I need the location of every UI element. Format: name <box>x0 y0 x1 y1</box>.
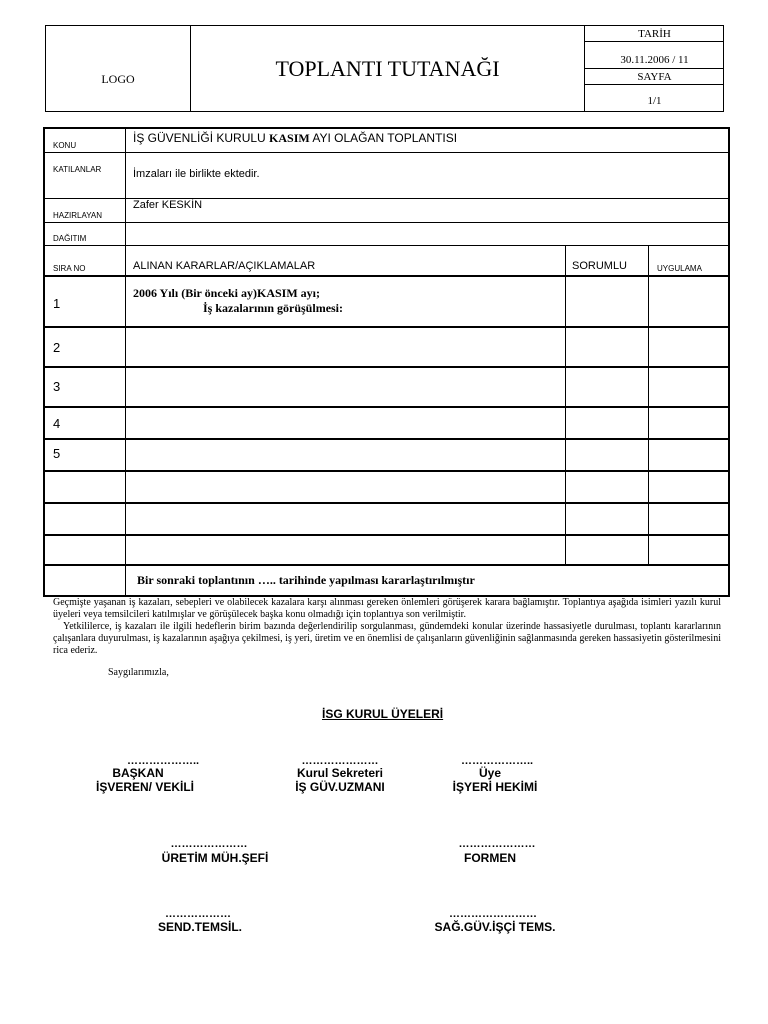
signature-line: ………………… <box>458 838 536 850</box>
signer-role: SEND.TEMSİL. <box>157 920 242 934</box>
date-value: 30.11.2006 / 11 <box>585 42 724 69</box>
konu-value-text: İŞ GÜVENLİĞİ KURULU <box>133 131 270 145</box>
row-number: 2 <box>53 340 61 355</box>
row-number: 1 <box>53 296 61 311</box>
col-header-sorumlu: SORUMLU <box>572 260 628 272</box>
signer-role: Kurul Sekreteri <box>296 766 384 780</box>
dagitim-label: DAĞITIM <box>53 234 87 243</box>
signature-line: ……………….. <box>460 755 534 767</box>
row-1-text-line1: 2006 Yılı (Bir önceki ay)KASIM ayı; <box>133 286 320 300</box>
signature-line: …………………… <box>449 908 537 920</box>
document-title: TOPLANTI TUTANAĞI <box>275 55 500 81</box>
body-paragraph: Yetkililerce, iş kazaları ile ilgili hedeflerin birim bazında değerlendirilip sorgulanması, gündemdeki konular üzerinde hassasiyetle durulması, toplantı kararlarının çalışanlara duyurulması, iş kazalarının aşağıya çekilmesi, iş yeri, üretim ve en önemlisi de çalışanların güvenliğinin sağlanmasında gereken hassasiyetin gösterilmesini rica ederiz. <box>53 621 721 656</box>
signature-line: ………………… <box>170 838 248 850</box>
date-label: TARİH <box>585 26 724 42</box>
row-1-text-line2: İş kazalarının görüşülmesi: <box>203 301 344 315</box>
hazirlayan-label: HAZIRLAYAN <box>53 211 103 220</box>
row-number: 5 <box>53 446 61 461</box>
signature-line: ………………… <box>301 755 379 767</box>
signer-role: İŞYERİ HEKİMİ <box>452 780 538 794</box>
signer-role: BAŞKAN <box>112 766 164 780</box>
closing-text: Saygılarımızla, <box>108 667 169 678</box>
members-title: İSG KURUL ÜYELERİ <box>322 707 444 721</box>
signer-role: İŞVEREN/ VEKİLİ <box>95 780 195 794</box>
signer-role: SAĞ.GÜV.İŞÇİ TEMS. <box>434 920 556 934</box>
page-value: 1/1 <box>647 95 662 107</box>
row-number: 4 <box>53 416 61 431</box>
body-paragraph: Geçmişte yaşanan iş kazaları, sebepleri ve olabilecek kazalara karşı alınması gereken önlemleri görüşerek karara bağlamıştır. Toplantıya aşağıda isimleri yazılı kurul üyeleri veya temsilcileri katılmışlar ve görüşülecek başka konu olmadığı için toplantıya son verilmiştir. <box>53 597 721 620</box>
katilanlar-label: KATILANLAR <box>53 165 102 174</box>
konu-value-text: AYI OLAĞAN TOPLANTISI <box>309 131 458 145</box>
logo-text: LOGO <box>101 72 135 86</box>
katilanlar-value: İmzaları ile birlikte ektedir. <box>133 168 260 180</box>
signature-line: ……………….. <box>126 755 200 767</box>
signer-role: İŞ GÜV.UZMANI <box>295 780 385 794</box>
hazirlayan-value: Zafer KESKİN <box>133 199 203 211</box>
signature-line: ……………… <box>165 908 231 920</box>
signer-role: Üye <box>478 766 501 780</box>
signer-role: FORMEN <box>464 851 516 865</box>
row-number: 3 <box>53 379 61 394</box>
next-meeting-note: Bir sonraki toplantının ….. tarihinde yapılması kararlaştırılmıştır <box>137 573 475 587</box>
page-label: SAYFA <box>585 69 724 85</box>
col-header-uygulama: UYGULAMA <box>657 264 702 273</box>
konu-label: KONU <box>53 141 77 150</box>
konu-value-month: KASIM <box>269 131 310 145</box>
signer-role: ÜRETİM MÜH.ŞEFİ <box>161 851 269 865</box>
col-header-sira-no: SIRA NO <box>53 264 86 273</box>
col-header-kararlar: ALINAN KARARLAR/AÇIKLAMALAR <box>133 260 316 272</box>
